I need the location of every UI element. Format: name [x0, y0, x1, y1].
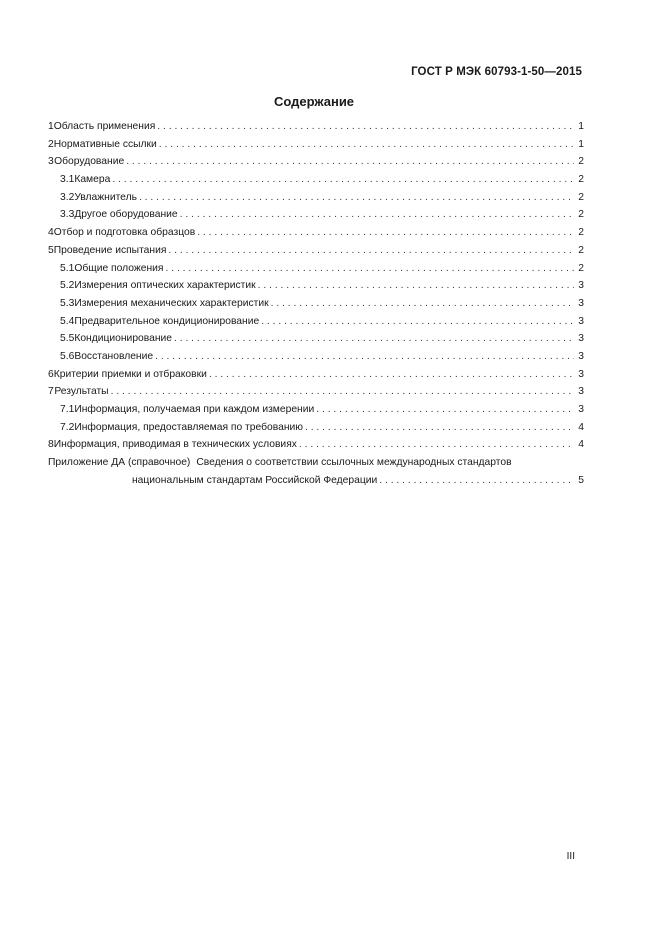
toc-entry-number: 5.2: [60, 280, 75, 292]
toc-entry[interactable]: [48, 369, 584, 387]
toc-leader-dots: [258, 280, 574, 291]
toc-entry-page: 3: [578, 333, 584, 345]
toc-entry-label: Информация, предоставляемая по требованию: [74, 421, 303, 433]
toc-entry-label: Измерения механических характеристик: [74, 297, 269, 309]
toc-appendix-prefix: Приложение ДА (справочное): [48, 457, 191, 469]
toc-leader-dots: [379, 475, 574, 486]
toc-entry-page: 3: [578, 280, 584, 292]
toc-leader-dots: [168, 245, 574, 256]
toc-entry[interactable]: [48, 174, 584, 192]
toc-entry-number: 7.2: [60, 421, 75, 433]
toc-entry-label: Отбор и подготовка образцов: [53, 227, 196, 239]
toc-entry-page: 2: [578, 209, 584, 221]
toc-leader-dots: [197, 227, 574, 238]
toc-leader-dots: [209, 369, 574, 380]
toc-entry-label: Восстановление: [74, 350, 154, 362]
toc-entry[interactable]: [48, 404, 584, 422]
toc-entry[interactable]: [48, 386, 584, 404]
toc-entry-number: 5.3: [60, 297, 75, 309]
table-of-contents: [48, 121, 584, 492]
toc-entry-page: 3: [578, 368, 584, 380]
toc-appendix-title-line2: национальным стандартам Российской Федерации: [132, 474, 378, 486]
toc-entry-label: Увлажнитель: [74, 191, 137, 203]
toc-entry-number: 4: [48, 227, 54, 239]
toc-entry-number: 7.1: [60, 404, 75, 415]
toc-entry[interactable]: [48, 263, 584, 281]
toc-entry-label: Оборудование: [54, 156, 125, 168]
toc-entry-page: 3: [578, 350, 584, 362]
toc-entry-number: 1: [48, 121, 54, 132]
toc-entry[interactable]: [48, 245, 584, 263]
toc-leader-dots: [316, 404, 574, 415]
toc-entry-label: Другое оборудование: [74, 209, 178, 221]
toc-entry-page: 3: [578, 297, 584, 309]
toc-leader-dots: [180, 209, 574, 220]
toc-entry[interactable]: [48, 156, 584, 174]
toc-entry-page: 3: [578, 386, 584, 398]
toc-entry-label: Предварительное кондиционирование: [74, 315, 260, 327]
toc-leader-dots: [111, 386, 574, 397]
toc-entry-page: 2: [578, 244, 584, 256]
toc-entry-number: 5.4: [60, 315, 75, 327]
toc-entry-number: 5.1: [60, 262, 75, 274]
toc-entry-label: Информация, приводимая в технических условиях: [53, 439, 297, 451]
toc-leader-dots: [271, 298, 574, 309]
toc-entry-number: 6: [48, 368, 54, 380]
toc-leader-dots: [174, 333, 574, 344]
toc-entry-label: Информация, получаемая при каждом измерении: [74, 404, 315, 415]
toc-entry-page: 4: [578, 439, 584, 451]
toc-entry-label: Результаты: [54, 386, 109, 398]
toc-entry-page: 2: [578, 227, 584, 239]
toc-entry-label: Кондиционирование: [74, 333, 173, 345]
toc-entry[interactable]: [48, 209, 584, 227]
toc-entry-page: 2: [578, 262, 584, 274]
toc-entry-page: 1: [578, 121, 584, 132]
toc-entry-number: 8: [48, 439, 54, 451]
toc-entry-label: Камера: [74, 174, 111, 186]
toc-entry-page: 4: [578, 421, 584, 433]
toc-entry-number: 3: [48, 156, 54, 168]
toc-leader-dots: [159, 139, 574, 150]
toc-leader-dots: [166, 263, 575, 274]
toc-entry-page: 3: [578, 404, 584, 415]
toc-leader-dots: [139, 192, 574, 203]
toc-entry-number: 5: [48, 244, 54, 256]
toc-entry[interactable]: [48, 333, 584, 351]
toc-entry-label: Область применения: [53, 121, 156, 132]
toc-leader-dots: [155, 351, 574, 362]
toc-appendix-title-line1: Сведения о соответствии ссылочных международных стандартов: [196, 457, 512, 469]
toc-entry-label: Критерии приемки и отбраковки: [53, 368, 207, 380]
toc-entry[interactable]: [48, 139, 584, 157]
toc-entry[interactable]: [48, 422, 584, 440]
toc-leader-dots: [305, 422, 574, 433]
toc-leader-dots: [126, 156, 574, 167]
toc-entry-number: 7: [48, 386, 54, 398]
toc-entry-label: Проведение испытания: [53, 244, 167, 256]
toc-leader-dots: [299, 439, 574, 450]
toc-leader-dots: [157, 121, 574, 132]
toc-entry[interactable]: [48, 121, 584, 139]
toc-entry[interactable]: [48, 316, 584, 334]
toc-entry[interactable]: [48, 227, 584, 245]
toc-entry-page: 2: [578, 174, 584, 186]
toc-appendix-row[interactable]: [48, 457, 584, 475]
page-number: III: [566, 851, 575, 862]
toc-entry-number: 5.6: [60, 350, 75, 362]
toc-entry-label: Общие положения: [74, 262, 164, 274]
toc-entry-page: 2: [578, 191, 584, 203]
document-code: ГОСТ Р МЭК 60793-1-50—2015: [411, 66, 582, 78]
toc-entry[interactable]: [48, 280, 584, 298]
toc-entry-number: 3.1: [60, 174, 75, 186]
toc-entry[interactable]: [48, 192, 584, 210]
toc-entry-page: 2: [578, 156, 584, 168]
toc-title: Содержание: [273, 94, 355, 109]
toc-leader-dots: [112, 174, 574, 185]
toc-entry[interactable]: [48, 351, 584, 369]
toc-entry-number: 2: [48, 138, 54, 150]
toc-entry[interactable]: [48, 439, 584, 457]
toc-entry-page: 1: [578, 138, 584, 150]
toc-appendix-page: 5: [578, 474, 584, 486]
toc-entry-number: 3.3: [60, 209, 75, 221]
toc-entry-label: Нормативные ссылки: [53, 138, 157, 150]
toc-entry[interactable]: [48, 298, 584, 316]
toc-appendix-row-continued[interactable]: [48, 475, 584, 493]
toc-entry-number: 5.5: [60, 333, 75, 345]
toc-entry-page: 3: [578, 315, 584, 327]
toc-leader-dots: [261, 316, 574, 327]
toc-entry-label: Измерения оптических характеристик: [74, 280, 256, 292]
toc-entry-number: 3.2: [60, 191, 75, 203]
